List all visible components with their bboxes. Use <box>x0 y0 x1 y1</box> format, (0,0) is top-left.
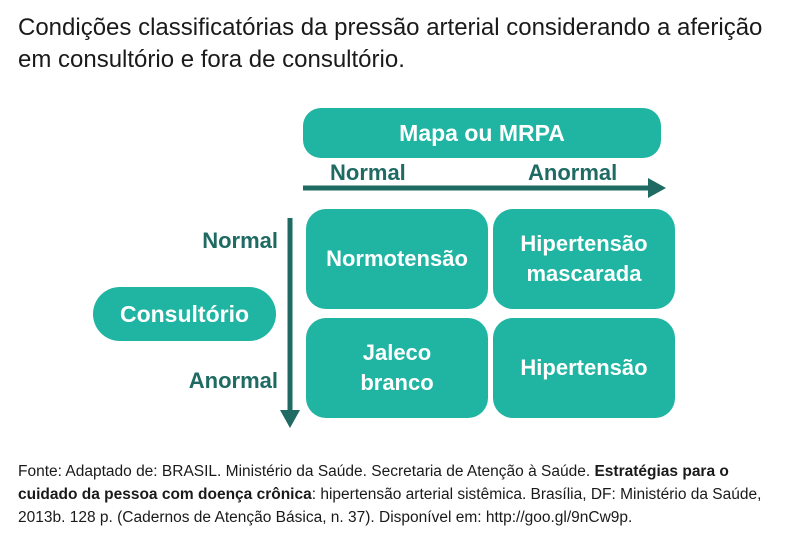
cell-hipertensao-mascarada-line2: mascarada <box>526 261 642 286</box>
column-label-anormal: Anormal <box>528 160 618 185</box>
source-prefix: Fonte: Adaptado de: BRASIL. Ministério da Saúde. Secretaria de Atenção à Saúde. <box>18 463 595 480</box>
cell-normotensao <box>306 209 488 309</box>
vertical-axis-arrowhead <box>280 410 300 428</box>
cell-hipertensao-mascarada-line1: Hipertensão <box>520 231 648 256</box>
source-suffix: : hipertensão arterial sistêmica. Brasília, DF: Ministério da Saúde, 2013b. 128 p. (Cadernos de Atenção Básica, n. 37). Disponível em: http://goo.gl/9nCw9p. <box>18 486 762 526</box>
cell-normotensao-label: Normotensão <box>326 246 468 271</box>
source-bold-title: Estratégias para o cuidado da pessoa com doença crônica <box>18 463 729 503</box>
figure-title: Condições classificatórias da pressão arterial considerando a aferição em consultório e fora de consultório. <box>18 14 763 73</box>
horizontal-axis-arrowhead <box>648 178 666 198</box>
row-label-normal: Normal <box>202 228 278 253</box>
column-header-label: Mapa ou MRPA <box>399 119 565 146</box>
column-label-normal: Normal <box>330 160 406 185</box>
cell-hipertensao-label: Hipertensão <box>520 355 648 380</box>
cell-jaleco-branco <box>306 318 488 418</box>
cell-jaleco-branco-line2: branco <box>360 370 434 395</box>
cell-hipertensao <box>493 318 675 418</box>
cell-jaleco-branco-line1: Jaleco <box>362 340 432 365</box>
cell-hipertensao-mascarada-label <box>520 229 647 289</box>
row-header-label: Consultório <box>119 300 250 327</box>
row-label-anormal: Anormal <box>188 368 278 393</box>
source-citation <box>18 460 788 529</box>
cell-jaleco-branco-label <box>360 338 433 398</box>
cell-hipertensao-mascarada <box>493 209 675 309</box>
row-header-box <box>93 287 276 341</box>
